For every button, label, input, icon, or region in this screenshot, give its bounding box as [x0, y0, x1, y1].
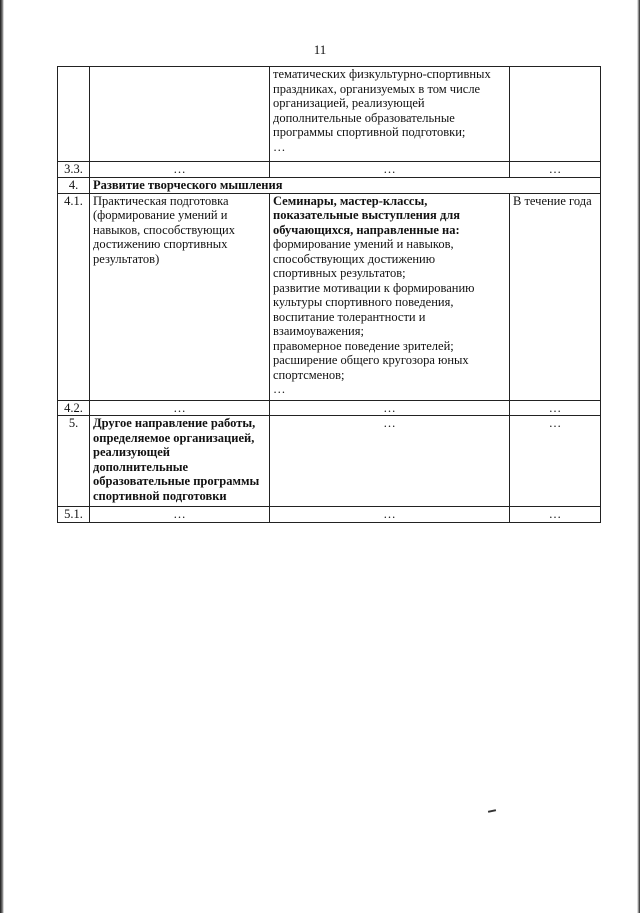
row-title-cell [90, 67, 270, 162]
table-row-section-5 [58, 416, 601, 507]
row-title-cell: Практическая подготовка (формирование умений и навыков, способствующих достижению спортивных результатов) [90, 193, 270, 400]
row-content-cell: … [270, 400, 510, 416]
scan-edge-left [0, 0, 4, 913]
row-term-cell: … [510, 162, 601, 178]
table-row-4-2 [58, 400, 601, 416]
row-content-cell [270, 193, 510, 400]
row-title-cell: … [90, 507, 270, 523]
row-term-cell [510, 67, 601, 162]
content-heading: Семинары, мастер-классы, показательные выступления для обучающихся, направленные на: [273, 193, 461, 237]
row-term-cell: … [510, 416, 601, 507]
row-title-cell: Другое направление работы, определяемое организацией, реализующей дополнительные образовательные программы спортивной подготовки [90, 416, 270, 507]
row-content-cell: тематических физкультурно-спортивных праздниках, организуемых в том числе организацией, реализующей дополнительные образовательные программы спортивной подготовки; … [270, 67, 510, 162]
row-term-cell: В течение года [510, 193, 601, 400]
table-row-4-1 [58, 193, 601, 400]
row-term-cell: … [510, 507, 601, 523]
activity-table [57, 66, 601, 523]
table-row-continuation [58, 67, 601, 162]
page-number: 11 [313, 42, 327, 57]
row-number-cell: 4.1. [58, 193, 90, 400]
content-list: формирование умений и навыков, способствующих достижению спортивных результатов; развитие мотивации к формированию культуры спортивного поведения, воспитание толерантности и взаимоуважения; правомерное поведение зрителей; расширение общего кругозора юных спортсменов; … [273, 237, 475, 396]
row-content-cell: … [270, 162, 510, 178]
section-title-cell: Развитие творческого мышления [90, 177, 601, 193]
row-number-cell: 5.1. [58, 507, 90, 523]
section-number-cell: 4. [58, 177, 90, 193]
scan-speck [488, 809, 496, 813]
row-number-cell [58, 67, 90, 162]
row-title-cell: … [90, 162, 270, 178]
table-row-section-4 [58, 177, 601, 193]
row-content-cell: … [270, 416, 510, 507]
row-number-cell: 3.3. [58, 162, 90, 178]
section-number-cell: 5. [58, 416, 90, 507]
row-content-cell: … [270, 507, 510, 523]
row-term-cell: … [510, 400, 601, 416]
row-title-cell: … [90, 400, 270, 416]
row-number-cell: 4.2. [58, 400, 90, 416]
table-row-5-1 [58, 507, 601, 523]
table-row-3-3 [58, 162, 601, 178]
